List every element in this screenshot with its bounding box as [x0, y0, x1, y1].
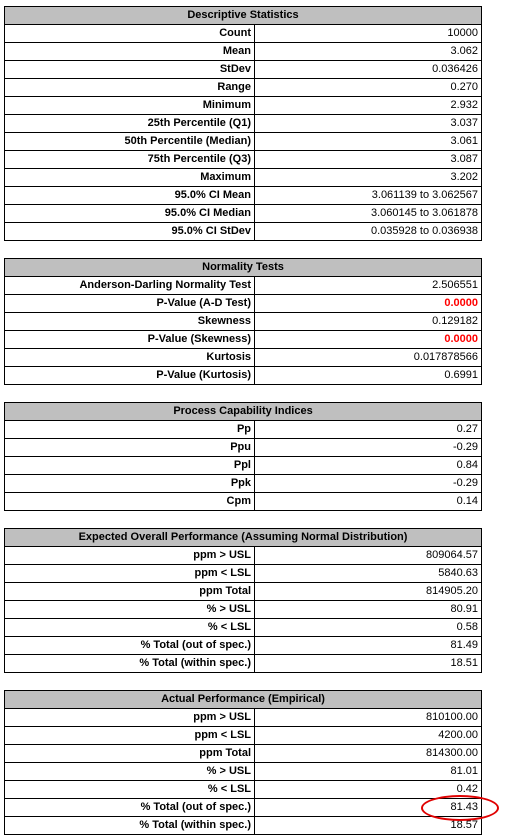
table-row [5, 619, 482, 637]
table-row [5, 601, 482, 619]
row-value: 0.27 [255, 421, 482, 439]
table-row [5, 655, 482, 673]
row-label: % Total (out of spec.) [5, 799, 255, 817]
row-value: 2.932 [255, 97, 482, 115]
row-label: Range [5, 79, 255, 97]
row-label: ppm < LSL [5, 565, 255, 583]
row-label: P-Value (Kurtosis) [5, 367, 255, 385]
table-row [5, 439, 482, 457]
row-value: -0.29 [255, 475, 482, 493]
row-value: 0.270 [255, 79, 482, 97]
row-label: 75th Percentile (Q3) [5, 151, 255, 169]
table-row [5, 169, 482, 187]
row-value: 3.061 [255, 133, 482, 151]
table-row [5, 205, 482, 223]
row-label: % > USL [5, 601, 255, 619]
table-row [5, 295, 482, 313]
descriptive-statistics-header: Descriptive Statistics [5, 7, 482, 25]
row-label: 95.0% CI Mean [5, 187, 255, 205]
table-row [5, 313, 482, 331]
table-row [5, 277, 482, 295]
row-label: % < LSL [5, 781, 255, 799]
table-row [5, 43, 482, 61]
row-label: % < LSL [5, 619, 255, 637]
table-row [5, 61, 482, 79]
row-value: 0.0000 [255, 331, 482, 349]
table-row [5, 799, 482, 817]
actual-performance-header: Actual Performance (Empirical) [5, 691, 482, 709]
row-value: 0.42 [255, 781, 482, 799]
row-label: Cpm [5, 493, 255, 511]
expected-overall-performance-table [4, 528, 482, 673]
process-capability-indices-table [4, 402, 482, 511]
table-row [5, 637, 482, 655]
row-value: 5840.63 [255, 565, 482, 583]
table-row [5, 583, 482, 601]
table-row [5, 133, 482, 151]
row-label: Kurtosis [5, 349, 255, 367]
normality-tests-header: Normality Tests [5, 259, 482, 277]
table-row [5, 421, 482, 439]
row-value: 10000 [255, 25, 482, 43]
table-row [5, 727, 482, 745]
row-label: ppm < LSL [5, 727, 255, 745]
table-row [5, 709, 482, 727]
row-value: 814905.20 [255, 583, 482, 601]
table-row [5, 97, 482, 115]
row-value: 3.061139 to 3.062567 [255, 187, 482, 205]
actual-performance-table [4, 690, 482, 835]
normality-tests-table [4, 258, 482, 385]
row-label: 95.0% CI StDev [5, 223, 255, 241]
row-value: 3.037 [255, 115, 482, 133]
table-row [5, 151, 482, 169]
row-label: 50th Percentile (Median) [5, 133, 255, 151]
table-row [5, 115, 482, 133]
table-row [5, 475, 482, 493]
row-value: 810100.00 [255, 709, 482, 727]
row-value: 4200.00 [255, 727, 482, 745]
row-label: Pp [5, 421, 255, 439]
row-label: Mean [5, 43, 255, 61]
descriptive-statistics-table [4, 6, 482, 241]
table-row [5, 565, 482, 583]
row-value: 3.087 [255, 151, 482, 169]
table-row [5, 745, 482, 763]
row-label: Minimum [5, 97, 255, 115]
row-label: % Total (within spec.) [5, 817, 255, 835]
table-row [5, 493, 482, 511]
row-label: % > USL [5, 763, 255, 781]
row-value: 0.129182 [255, 313, 482, 331]
row-label: Count [5, 25, 255, 43]
row-label: Skewness [5, 313, 255, 331]
row-label: % Total (within spec.) [5, 655, 255, 673]
row-label: StDev [5, 61, 255, 79]
row-label: 95.0% CI Median [5, 205, 255, 223]
table-row [5, 349, 482, 367]
row-value: 814300.00 [255, 745, 482, 763]
row-value: 18.51 [255, 655, 482, 673]
process-capability-indices-header: Process Capability Indices [5, 403, 482, 421]
row-value: 2.506551 [255, 277, 482, 295]
table-row [5, 187, 482, 205]
row-value: -0.29 [255, 439, 482, 457]
row-value: 0.035928 to 0.036938 [255, 223, 482, 241]
row-value: 80.91 [255, 601, 482, 619]
row-value: 81.01 [255, 763, 482, 781]
table-row [5, 223, 482, 241]
row-value: 0.017878566 [255, 349, 482, 367]
row-label: P-Value (Skewness) [5, 331, 255, 349]
expected-overall-performance-header: Expected Overall Performance (Assuming Normal Distribution) [5, 529, 482, 547]
row-value: 0.6991 [255, 367, 482, 385]
row-value: 3.202 [255, 169, 482, 187]
row-value: 0.58 [255, 619, 482, 637]
row-value: 809064.57 [255, 547, 482, 565]
row-label: Anderson-Darling Normality Test [5, 277, 255, 295]
row-label: Ppl [5, 457, 255, 475]
row-value: 0.84 [255, 457, 482, 475]
row-value: 3.062 [255, 43, 482, 61]
row-label: ppm > USL [5, 547, 255, 565]
row-value: 3.060145 to 3.061878 [255, 205, 482, 223]
row-label: Maximum [5, 169, 255, 187]
row-label: ppm Total [5, 583, 255, 601]
table-row [5, 763, 482, 781]
row-label: Ppu [5, 439, 255, 457]
row-label: ppm Total [5, 745, 255, 763]
table-row [5, 25, 482, 43]
row-value: 0.14 [255, 493, 482, 511]
table-row [5, 367, 482, 385]
row-value: 81.49 [255, 637, 482, 655]
table-row [5, 457, 482, 475]
row-value: 81.43 [255, 799, 482, 817]
row-label: 25th Percentile (Q1) [5, 115, 255, 133]
row-label: ppm > USL [5, 709, 255, 727]
row-value: 0.036426 [255, 61, 482, 79]
row-label: % Total (out of spec.) [5, 637, 255, 655]
row-label: Ppk [5, 475, 255, 493]
table-row [5, 547, 482, 565]
table-row [5, 781, 482, 799]
table-row [5, 817, 482, 835]
row-value: 18.57 [255, 817, 482, 835]
row-value: 0.0000 [255, 295, 482, 313]
row-label: P-Value (A-D Test) [5, 295, 255, 313]
table-row [5, 79, 482, 97]
table-row [5, 331, 482, 349]
